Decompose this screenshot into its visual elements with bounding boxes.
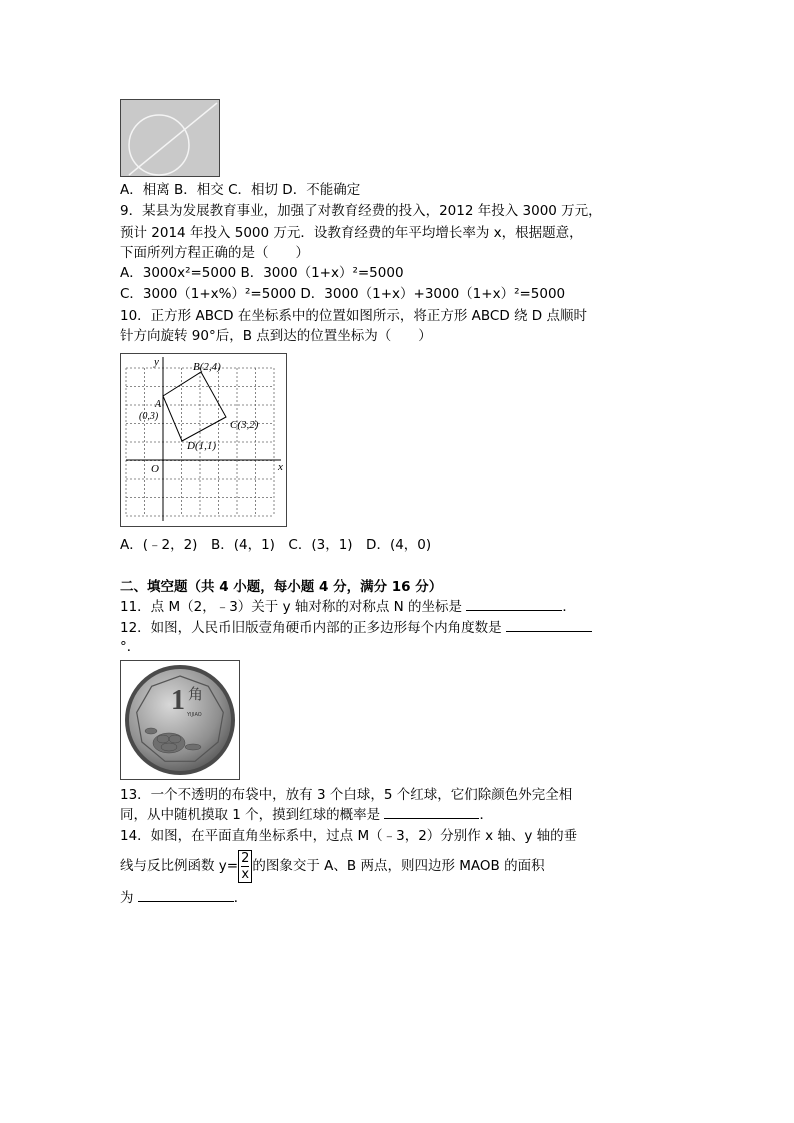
q12-end: °． [120,639,141,655]
y-axis-label: y [154,356,159,368]
q9-line3: 下面所列方程正确的是（ ） [120,245,309,261]
circle-line-diagram [121,100,219,176]
q10-line2: 针方向旋转 90°后，B 点到达的位置坐标为（ ） [120,328,432,344]
q12 [120,619,592,637]
q9-line2: 预计 2014 年投入 5000 万元．设教育经费的年平均增长率为 x，根据题意， [120,225,583,241]
q8-figure [120,99,220,177]
q10-line1: 10．正方形 ABCD 在坐标系中的位置如图所示，将正方形 ABCD 绕 D 点顺时 [120,308,587,324]
x-axis-label: x [278,461,283,473]
point-b-label: B(2,4) [193,361,221,373]
coin-pinyin: YIJIAO [187,712,202,718]
coin-numeral: 1 [171,685,185,716]
q13-text: 同，从中随机摸取 1 个，摸到红球的概率是 [120,807,381,823]
fraction [238,850,252,883]
q11 [120,598,576,616]
q13-answer-blank[interactable] [384,806,479,819]
q13-line1: 13．一个不透明的布袋中，放有 3 个白球，5 个红球，它们除颜色外完全相 [120,787,573,803]
origin-label: O [151,463,159,475]
coordinate-grid-diagram [121,354,286,526]
q9-line1: 9．某县为发展教育事业，加强了对教育经费的投入，2012 年投入 3000 万元， [120,203,602,219]
q11-text: 11．点 M（2，﹣3）关于 y 轴对称的对称点 N 的坐标是 [120,599,463,615]
point-a-label: A [155,399,162,410]
q13-end: ． [479,807,493,823]
q13-line2 [120,806,493,824]
q12-text: 12．如图，人民币旧版壹角硬币内部的正多边形每个内角度数是 [120,620,502,636]
point-d-label: D(1,1) [187,440,217,452]
fraction-denominator: x [241,866,250,882]
q12-answer-blank[interactable] [506,619,592,632]
q11-end: ． [562,599,576,615]
q10-figure [120,353,287,527]
point-c-label: C(3,2) [230,419,259,431]
q14-line1: 14．如图，在平面直角坐标系中，过点 M（﹣3，2）分别作 x 轴、y 轴的垂 [120,828,578,844]
coin-image [121,661,239,779]
fraction-numerator: 2 [241,850,250,866]
q14-text-c: 为 [120,890,134,906]
q10-options: A．(﹣2，2) B．(4，1) C．(3，1) D．(4，0) [120,537,432,553]
q14-end: ． [233,890,248,906]
coin-char: 角 [188,685,204,703]
q14-line2 [120,848,545,884]
q14-text-b: 的图象交于 A、B 两点，则四边形 MAOB 的面积 [252,858,545,874]
q14-answer-blank[interactable] [138,889,234,902]
q14-text-a: 线与反比例函数 y= [120,858,239,874]
q14-line3 [120,889,247,907]
q9-options-ab: A．3000x²=5000 B．3000（1+x）²=5000 [120,265,404,281]
square-abcd [163,372,226,441]
q8-options: A．相离 B．相交 C．相切 D．不能确定 [120,182,361,198]
q11-answer-blank[interactable] [466,598,562,611]
point-a-coord: (0,3) [139,411,159,422]
section-heading: 二、填空题（共 4 小题，每小题 4 分，满分 16 分） [120,579,443,595]
q9-options-cd: C．3000（1+x%）²=5000 D．3000（1+x）+3000（1+x）²=5000 [120,286,566,302]
coin-figure [120,660,240,780]
